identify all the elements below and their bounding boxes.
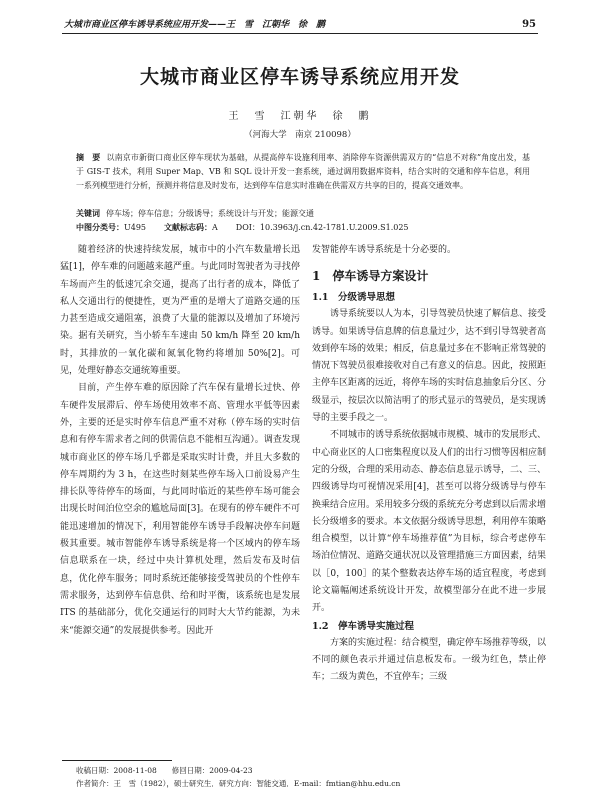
footnote-rule — [62, 760, 172, 761]
keywords-text: 停车场；停车信息；分级诱导；系统设计与开发；能源交通 — [106, 209, 314, 218]
clc-label: 中图分类号： — [76, 222, 124, 232]
received-date-note: 收稿日期：2008-11-08 修回日期：2009-04-23 — [76, 766, 253, 775]
abstract — [76, 150, 530, 193]
section-heading: 1 停车诱导方案设计 — [312, 269, 429, 284]
body-paragraph: 目前，产生停车难的原因除了汽车保有量增长过快、停车硬件发展滞后、停车场使用效率不高、管理水平低等因素外，主要的还是实时停车信息严重不对称（停车场的实时信息和有停车需求者之间的供需信息不能相互沟通）。调查发现城市商业区的停车场几乎都是采取实时计费，并且大多数的停车周期约为 3 h，在这些时刻某些停车场入口前设易产生排长队等待停车的场面，与此同时临近的某些停车场可能会出现长时间泊位空余的尴尬局面[3]。在现有的停车硬件不可能迅速增加的情况下，利用智能停车诱导手段解决停车问题极其重要。城市智能停车诱导系统是将一个区域内的停车场信息联系在一块，经过中央计算机处理，然后发布及时信息，优化停车服务；同时系统还能够接受驾驶员的个性停车需求服务，达到停车信息供、给和时平衡，该系统也是发展 ITS 的基础部分，优化交通运行的同时大大节约能源，为未来“能源交通”的发展提供参考。因此开 — [60, 383, 300, 636]
body-column-right — [312, 242, 546, 687]
keywords — [76, 208, 530, 219]
abstract-label: 摘 要 — [76, 152, 101, 162]
doc-code-value: A — [212, 223, 218, 232]
body-paragraph-continued: 发智能停车诱导系统是十分必要的。 — [312, 245, 457, 255]
doc-code-label: 文献标志码： — [164, 222, 213, 232]
article-affiliation: （河海大学 南京 210098） — [244, 130, 356, 140]
subsection-heading: 1.2 停车诱导实施过程 — [312, 620, 415, 632]
keywords-label: 关键词 — [76, 208, 100, 218]
running-head — [64, 14, 536, 30]
body-paragraph: 诱导系统要以人为本，引导驾驶员快速了解信息、接受诱导。如果诱导信息牌的信息量过少，达不到引导驾驶者高效到停车场的效果；相反，信息量过多在不影响正常驾驶的情况下驾驶员很难接收对自己有意义的信息。因此，按照距主停车区距离的远近，将停车场的实时信息抽象后分区、分级显示，按层次以简洁明了的形式显示的驾驶员，是实现诱导的主要手段之一。 — [312, 309, 547, 424]
body-paragraph: 不同城市的诱导系统依据城市规模、城市的发展形式、中心商业区的人口密集程度以及人们的出行习惯等因相应制定的分级，合理的采用动态、静态信息显示诱导，二、三、四级诱导均可视情况采用[4]，甚至可以将分级诱导与停车换乘结合应用。采用较多分级的系统充分考虑到以后需求增长分级增多的要求。本文依据分级诱导思想，利用停车策略组合模型，以计算“停车场推荐值”为目标，综合考虑停车场泊位情况、道路交通状况以及管理措施三方面因素，结果以［0，100］的某个整数表达停车场的适宜程度，考虑到论文篇幅阐述系统设计开发，故模型部分在此不进一步展开。 — [312, 430, 547, 614]
page-number: 95 — [522, 19, 536, 30]
article-title: 大城市商业区停车诱导系统应用开发 — [139, 66, 460, 88]
header-rule — [62, 33, 538, 34]
clc-value: U495 — [124, 223, 147, 232]
doi: DOI：10.3963/j.cn.42-1781.U.2009.S1.025 — [235, 223, 409, 232]
clc-number — [76, 222, 146, 233]
classification-line — [76, 222, 530, 233]
body-paragraph: 随着经济的快速持续发展，城市中的小汽车数量增长迅猛[1]，停车难的问题越来越严重。与此同时驾驶者为寻找停车场而产生的低速冗余交通，提高了出行者的成本，降低了私人交通出行的便捷性，更为严重的是增大了道路交通的压力甚至造成交通阻塞，浪费了大量的能源以及增加了环境污染。据有关研究，当小轿车车速由 50 km/h 降至 20 km/h 时，其排放的一氧化碳和氮氧化物约将增加 50%[2]。可见，处理好静态交通统筹重要。 — [60, 245, 300, 377]
footnotes — [76, 764, 530, 790]
article-authors: 王 雪 江朝华 徐 鹏 — [228, 111, 372, 122]
body-column-left — [60, 242, 300, 640]
body-paragraph: 方案的实施过程：结合模型，确定停车场推荐等级，以不同的颜色表示并通过信息板发布。一级为红色，禁止停车；二级为黄色，不宜停车；三级 — [312, 637, 547, 683]
subsection-heading: 1.1 分级诱导思想 — [312, 292, 396, 304]
author-bio-note: 作者简介：王 雪（1982），硕士研究生．研究方向：智能交通．E-mail：fmtian@hhu.edu.cn — [76, 779, 401, 788]
doc-code — [164, 222, 218, 233]
running-title: 大城市商业区停车诱导系统应用开发——王 雪 江朝华 徐 鹏 — [64, 20, 326, 30]
abstract-text: 以南京市新街口商业区停车现状为基础，从提高停车设施利用率、消除停车资源供需双方的“信息不对称”角度出发，基于 GIS-T 技术，利用 Super Map、VB 和 SQL 设计开发一套系统，通过调用数据库资料，结合实时的交通和停车信息，利用一系列模型进行分析，预测并将信息及时发布，达到停车信息实时准确在供需双方共享的目的，提高交通效率。 — [76, 153, 530, 190]
